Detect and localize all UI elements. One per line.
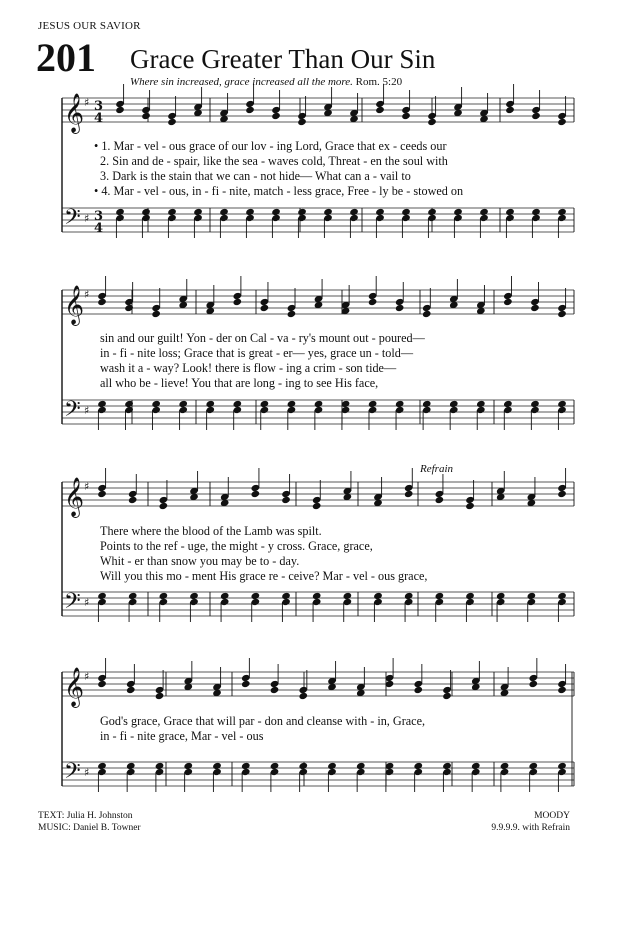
scripture-quote: Where sin increased, grace increased all the more. (130, 76, 353, 88)
lyric-line: • 4. Mar - vel - ous, in - fi - nite, match - less grace, Free - ly be - stowed on (94, 184, 464, 198)
note-head (155, 692, 165, 700)
time-signature-icon: 4 (94, 221, 104, 236)
note-head (435, 496, 445, 504)
bass-clef-icon: 𝄢 (64, 397, 81, 427)
note-head (97, 680, 107, 688)
lyric-line: Will you this mo - ment His grace re - ceive? Mar - vel - ous grace, (100, 569, 428, 583)
note-head (128, 496, 138, 504)
note-head (298, 692, 308, 700)
lyric-line: Whit - er than snow you may be to - day. (100, 554, 300, 568)
credits (38, 810, 141, 834)
note-head (375, 106, 385, 114)
treble-clef-icon: 𝄞 (64, 285, 85, 325)
sharp-icon: ♯ (84, 404, 90, 417)
note-head (287, 310, 297, 318)
tune-name: MOODY (534, 811, 570, 821)
hymn-title: Grace Greater Than Our Sin (130, 44, 436, 74)
lyric-line: Points to the ref - uge, the might - y cross. Grace, grace, (100, 539, 373, 553)
text-credit: TEXT: Julia H. Johnston (38, 811, 133, 821)
note-head (260, 304, 270, 312)
sharp-icon: ♯ (84, 96, 90, 109)
sharp-icon: ♯ (84, 480, 90, 493)
sharp-icon: ♯ (84, 766, 90, 779)
sharp-icon: ♯ (84, 288, 90, 301)
note-head (245, 106, 255, 114)
note-head (557, 310, 567, 318)
note-head (297, 118, 307, 126)
lyric-line: wash it a - way? Look! there is flow - ing a crim - son tide— (100, 361, 397, 375)
note-head (557, 686, 567, 694)
note-head (395, 304, 405, 312)
lyric-line: sin and our guilt! Yon - der on Cal - va - ry's mount out - poured— (100, 331, 425, 345)
hymn-number: 201 (36, 35, 96, 80)
note-head (251, 490, 261, 498)
note-head (427, 118, 437, 126)
note-head (115, 106, 125, 114)
note-head (530, 304, 540, 312)
sharp-icon: ♯ (84, 212, 90, 225)
time-signature-icon: 4 (94, 111, 104, 126)
lyric-line: in - fi - nite loss; Grace that is great - er— yes, grace un - told— (100, 346, 414, 360)
note-head (413, 686, 423, 694)
section-heading: JESUS OUR SAVIOR (38, 20, 141, 32)
treble-clef-icon: 𝄞 (64, 667, 85, 707)
lyric-line: 3. Dark is the stain that we can - not hide— What can a - vail to (100, 169, 411, 183)
time-signature-icon: 3 (94, 99, 104, 114)
note-head (97, 298, 107, 306)
note-head (126, 686, 136, 694)
lyric-line: • 1. Mar - vel - ous grace of our lov - ing Lord, Grace that ex - ceeds our (94, 139, 447, 153)
sharp-icon: ♯ (84, 670, 90, 683)
note-head (531, 112, 541, 120)
note-head (442, 692, 452, 700)
bass-clef-icon: 𝄢 (64, 589, 81, 619)
note-head (557, 118, 567, 126)
lyric-line: all who be - lieve! You that are long - ing to see His face, (100, 376, 379, 390)
note-head (97, 490, 107, 498)
note-head (167, 118, 177, 126)
note-head (503, 298, 513, 306)
note-head (141, 112, 151, 120)
scripture-reference: Rom. 5:20 (355, 76, 403, 88)
lyric-line: in - fi - nite grace, Mar - vel - ous (100, 729, 264, 743)
lyric-line: God's grace, Grace that will par - don and cleanse with - in, Grace, (100, 714, 426, 728)
note-head (312, 502, 322, 510)
note-head (271, 112, 281, 120)
refrain-label: Refrain (420, 463, 453, 475)
bass-clef-icon: 𝄢 (64, 759, 81, 789)
time-signature-icon: 3 (94, 209, 104, 224)
meter: 9.9.9.9. with Refrain (491, 823, 570, 833)
note-head (465, 502, 475, 510)
note-head (505, 106, 515, 114)
bass-clef-icon: 𝄢 (64, 205, 81, 235)
lyric-line: There where the blood of the Lamb was spilt. (100, 524, 322, 538)
treble-clef-icon: 𝄞 (64, 93, 85, 133)
note-head (557, 490, 567, 498)
note-head (241, 680, 251, 688)
music-credit: MUSIC: Daniel B. Towner (38, 823, 141, 833)
lyric-line: 2. Sin and de - spair, like the sea - waves cold, Threat - en the soul with (100, 154, 448, 168)
treble-clef-icon: 𝄞 (64, 477, 85, 517)
note-head (233, 298, 243, 306)
note-head (159, 502, 169, 510)
tune-info (491, 810, 570, 834)
note-head (528, 680, 538, 688)
note-head (404, 490, 414, 498)
note-head (422, 310, 432, 318)
note-head (270, 686, 280, 694)
sharp-icon: ♯ (84, 596, 90, 609)
note-head (281, 496, 291, 504)
note-head (401, 112, 411, 120)
note-head (151, 310, 161, 318)
note-head (368, 298, 378, 306)
